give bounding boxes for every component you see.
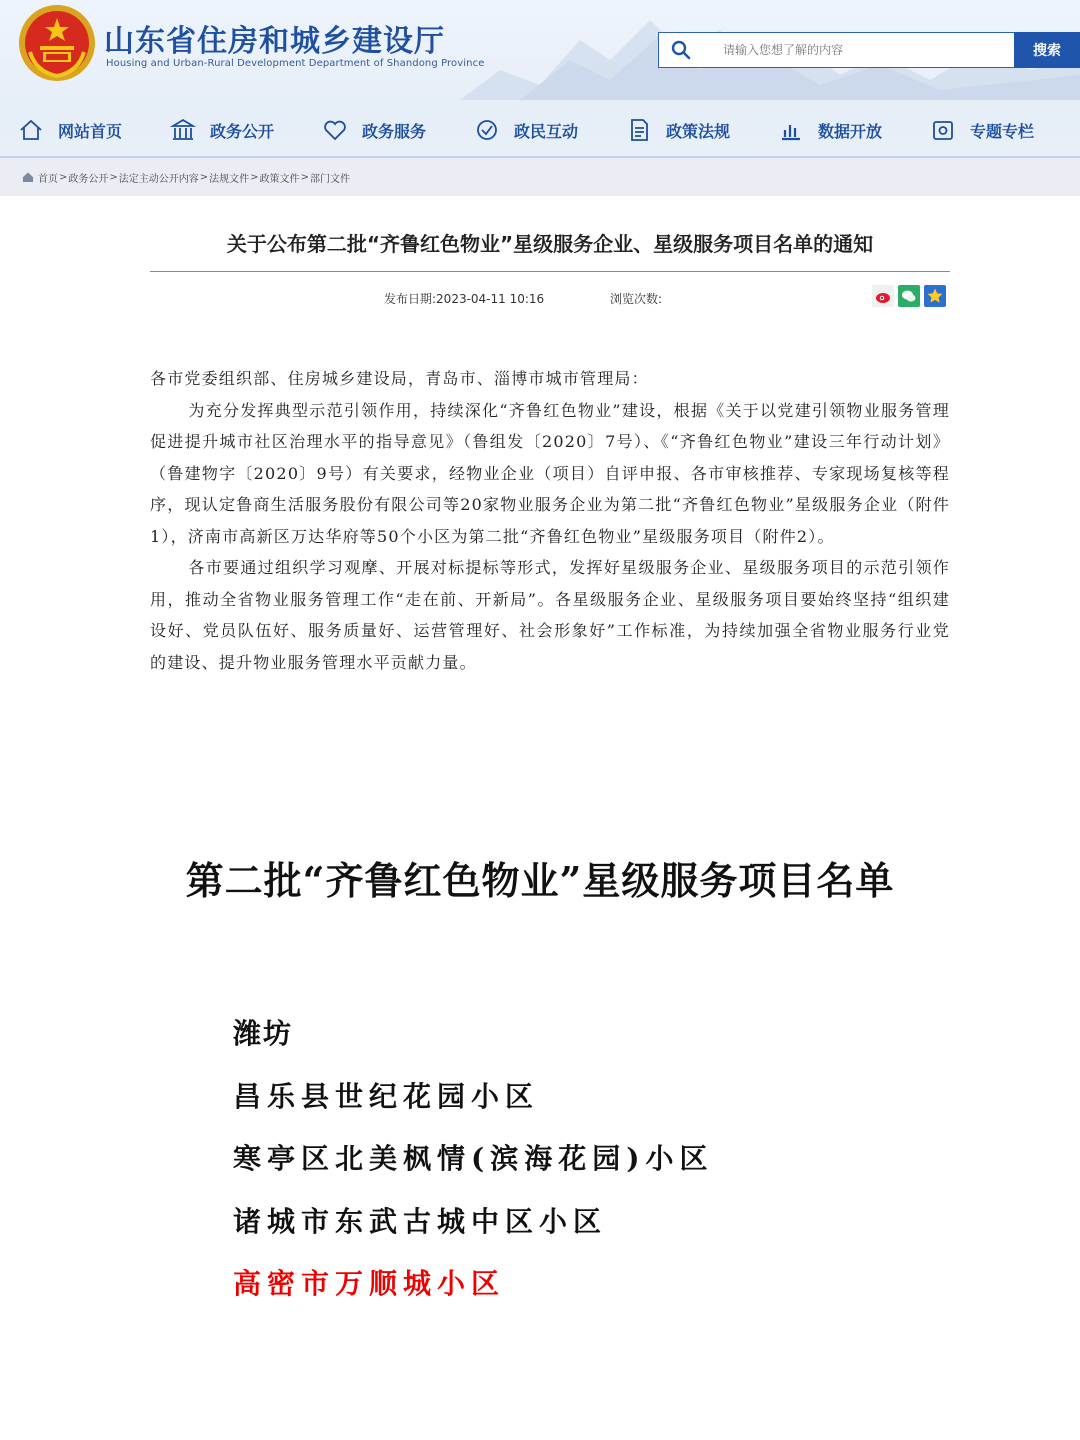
- home-icon: [18, 117, 44, 143]
- region-label: 潍坊: [233, 1017, 294, 1050]
- document-icon: [626, 117, 652, 143]
- nav-item-label: 网站首页: [58, 121, 123, 141]
- main-nav: [0, 108, 1080, 152]
- search-button[interactable]: 搜索: [1014, 32, 1080, 68]
- service-heart-icon: [322, 117, 348, 143]
- paragraph: 为充分发挥典型示范引领作用，持续深化“齐鲁红色物业”建设，根据《关于以党建引领物业服务管理促进提升城市社区治理水平的指导意见》（鲁组发〔2020〕7号）、《“齐鲁红色物业”建设三年行动计划》（鲁建物字〔2020〕9号）有关要求，经物业企业（项目）自评申报、各市审核推荐、专家现场复核等程序，现认定鲁商生活服务股份有限公司等20家物业服务企业为第二批“齐鲁红色物业”星级服务企业（附件1），济南市高新区万达华府等50个小区为第二批“齐鲁红色物业”星级服务项目（附件2）。: [150, 400, 950, 546]
- list-item: 诸城市东武古城中区小区: [233, 1204, 608, 1238]
- nav-item-label: 政民互动: [514, 121, 579, 141]
- site-title[interactable]: 山东省住房和城乡建设厅: [104, 24, 445, 59]
- nav-item-topics[interactable]: [930, 108, 1034, 152]
- breadcrumb-department-documents[interactable]: 部门文件: [309, 173, 350, 185]
- project-list: [233, 1010, 933, 1323]
- nav-item-interaction[interactable]: [474, 108, 578, 152]
- list-item-highlighted: 高密市万顺城小区: [233, 1267, 506, 1300]
- list-item: 寒亭区北美枫情(滨海花园)小区: [233, 1142, 714, 1175]
- search-input[interactable]: [703, 34, 1014, 66]
- weibo-share-icon[interactable]: [872, 285, 894, 307]
- nav-item-label: 数据开放: [818, 121, 883, 141]
- list-item: 昌乐县世纪花园小区: [233, 1079, 540, 1113]
- title-divider: [150, 271, 950, 272]
- publish-date: 发布日期:2023-04-11 10:16: [384, 292, 545, 306]
- breadcrumb-policy-documents[interactable]: 政策文件: [259, 173, 300, 185]
- nav-item-label: 政策法规: [666, 121, 731, 141]
- salutation: 各市党委组织部、住房城乡建设局，青岛市、淄博市城市管理局：: [150, 369, 649, 388]
- nav-item-open-data[interactable]: [778, 108, 882, 152]
- national-emblem-icon: [16, 2, 98, 84]
- share-bar: [872, 285, 946, 307]
- interaction-icon: [474, 117, 500, 143]
- topic-icon: [930, 117, 956, 143]
- article-title: 关于公布第二批“齐鲁红色物业”星级服务企业、星级服务项目名单的通知: [226, 232, 874, 256]
- wechat-share-icon[interactable]: [898, 285, 920, 307]
- nav-item-services[interactable]: [322, 108, 426, 152]
- paragraph: 各市要通过组织学习观摩、开展对标提标等形式，发挥好星级服务企业、星级服务项目的示范引领作用，推动全省物业服务管理工作“走在前、开新局”。各星级服务企业、星级服务项目要始终坚持“组织建设好、党员队伍好、服务质量好、运营管理好、社会形象好”工作标准，为持续加强全省物业服务行业党的建设、提升物业服务管理水平贡献力量。: [150, 558, 950, 672]
- view-count: 浏览次数:: [610, 292, 663, 306]
- breadcrumb-government-affairs[interactable]: 政务公开: [68, 173, 109, 185]
- nav-item-government-affairs[interactable]: [170, 108, 274, 152]
- breadcrumb-statutory-disclosure[interactable]: 法定主动公开内容: [118, 173, 199, 185]
- favorite-star-icon[interactable]: [924, 285, 946, 307]
- bar-chart-icon: [778, 117, 804, 143]
- search-box: [658, 32, 1080, 68]
- government-building-icon: [170, 117, 196, 143]
- nav-item-label: 政务服务: [362, 121, 427, 141]
- attachment-heading: 第二批“齐鲁红色物业”星级服务项目名单: [185, 858, 895, 903]
- breadcrumb-home[interactable]: 首页: [38, 173, 58, 185]
- nav-item-label: 政务公开: [210, 121, 275, 141]
- search-icon[interactable]: [659, 33, 703, 67]
- breadcrumb-regulations[interactable]: 法规文件: [209, 173, 250, 185]
- breadcrumb: 首页 > 政务公开 > 法定主动公开内容 > 法规文件 > 政策文件 > 部门文件: [0, 158, 1080, 196]
- home-icon: [22, 171, 34, 183]
- nav-item-home[interactable]: [18, 108, 122, 152]
- nav-item-policies[interactable]: [626, 108, 730, 152]
- article-body: [150, 363, 950, 678]
- site-subtitle: Housing and Urban-Rural Development Department of Shandong Province: [106, 58, 485, 69]
- nav-item-label: 专题专栏: [970, 121, 1035, 141]
